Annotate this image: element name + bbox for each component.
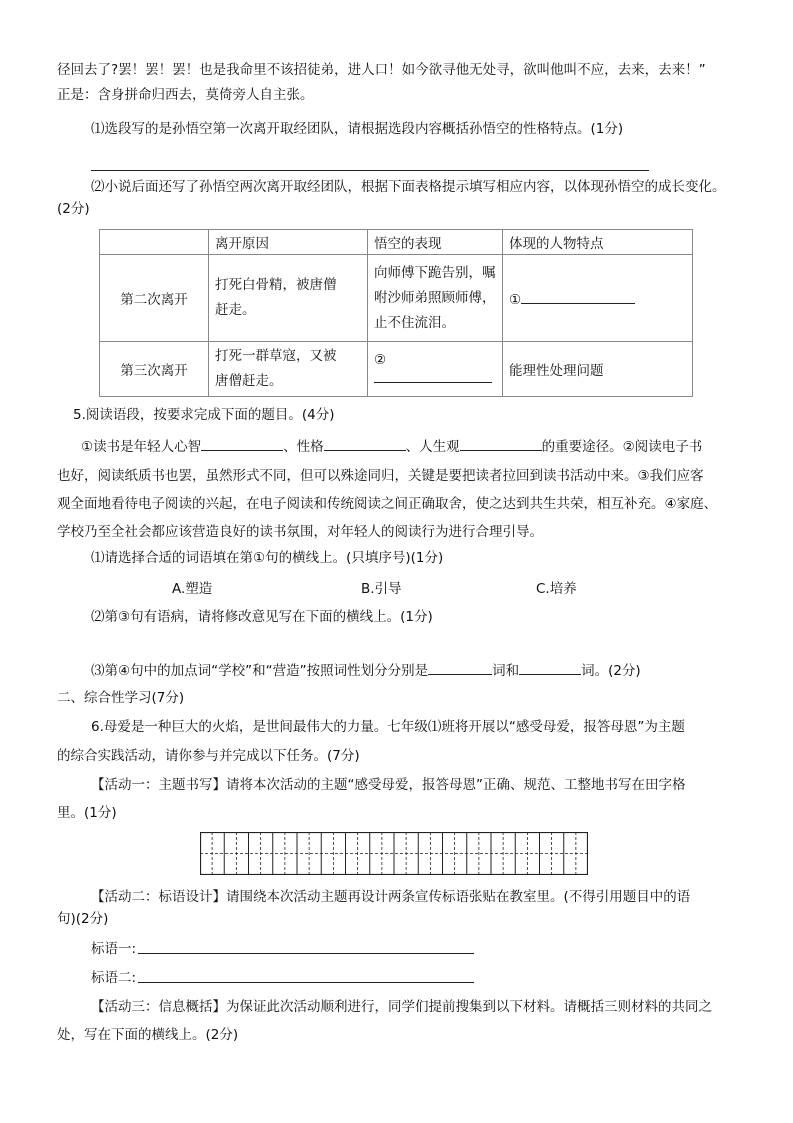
activity-3-line-1: 【活动三：信息概括】为保证此次活动顺利进行，同学们提前搜集到以下材料。请概括三则材料的共同之 bbox=[91, 999, 712, 1015]
fill-blank-2[interactable] bbox=[324, 436, 406, 451]
leave-reason: 打死一群草寇，又被唐僧赶走。 bbox=[215, 348, 337, 389]
leave-reason: 打死白骨精，被唐僧赶走。 bbox=[215, 277, 337, 318]
character-trait: 能理性处理问题 bbox=[503, 342, 693, 397]
table-row bbox=[100, 342, 693, 397]
q5-text: 的重要途径。②阅读电子书 bbox=[541, 439, 703, 455]
q5-paragraph-line-2: 也好，阅读纸质书也罢，虽然形式不同，但可以殊途同归，关键是要把读者拉回到读书活动中来。③我们应客 bbox=[57, 468, 704, 484]
wukong-behavior: 向师傅下跪告别，嘱咐沙师弟照顾师傅，止不住流泪。 bbox=[374, 264, 496, 331]
q5-sub2: ⑵第③句有语病，请将修改意见写在下面的横线上。(1分) bbox=[91, 609, 433, 625]
q5-text: ①读书是年轻人心智 bbox=[81, 439, 202, 455]
slogan-1-label: 标语一: bbox=[91, 941, 137, 957]
q5-text: 、性格 bbox=[283, 439, 324, 455]
table-header-cell: 离开原因 bbox=[209, 230, 368, 255]
tian-zi-grid[interactable] bbox=[200, 832, 588, 875]
activity-1-line-1: 【活动一：主题书写】请将本次活动的主题“感受母爱，报答母恩”正确、规范、工整地书写在田字格 bbox=[91, 777, 686, 793]
passage-line-1: 径回去了?罢！罢！罢！也是我命里不该招徒弟，进人口！如今欲寻他无处寻，欲叫他叫不应，去来，去来！” bbox=[57, 62, 706, 78]
q5-paragraph-line-3: 观全面地看待电子阅读的兴起，在电子阅读和传统阅读之间正确取舍，使之达到共生共荣，相互补充。④家庭、 bbox=[57, 496, 718, 512]
table-row bbox=[100, 255, 693, 342]
option-a: A.塑造 bbox=[172, 581, 213, 597]
q5-title: 5.阅读语段，按要求完成下面的题目。(4分) bbox=[73, 407, 335, 423]
fill-blank-3[interactable] bbox=[460, 436, 542, 451]
q5-sub1: ⑴请选择合适的词语填在第①句的横线上。(只填序号)(1分) bbox=[91, 550, 444, 566]
fill-blank-1[interactable] bbox=[201, 436, 283, 451]
option-b: B.引导 bbox=[361, 581, 402, 597]
q5-sub3-text: 词。(2分) bbox=[581, 663, 641, 679]
q4-sub2-line-1: ⑵小说后面还写了孙悟空两次离开取经团队，根据下面表格提示填写相应内容，以体现孙悟空的成长变化。 bbox=[91, 179, 726, 195]
section-2-title: 二、综合性学习(7分) bbox=[57, 690, 185, 706]
answer-marker: ② bbox=[374, 351, 387, 368]
q4-sub2-line-2: (2分) bbox=[57, 201, 90, 217]
q5-sub3-text: 词和 bbox=[492, 663, 520, 679]
activity-1-line-2: 里。(1分) bbox=[57, 805, 117, 821]
row-label: 第三次离开 bbox=[100, 342, 209, 397]
q5-paragraph-line-4: 学校乃至全社会都应该营造良好的读书氛围，对年轻人的阅读行为进行合理引导。 bbox=[57, 524, 543, 540]
word-class-blank-1[interactable] bbox=[428, 660, 492, 675]
table-header-cell: 体现的人物特点 bbox=[503, 230, 693, 255]
behavior-answer-blank[interactable] bbox=[374, 368, 492, 383]
option-c: C.培养 bbox=[536, 581, 577, 597]
q5-sub3-text: ⑶第④句中的加点词“学校”和“营造”按照词性划分分别是 bbox=[91, 663, 429, 679]
table-header-row bbox=[100, 230, 693, 255]
slogan-1-answer-line[interactable] bbox=[138, 953, 474, 954]
answer-marker: ① bbox=[509, 291, 522, 308]
activity-3-line-2: 处，写在下面的横线上。(2分) bbox=[57, 1027, 239, 1043]
table-header-cell: 悟空的表现 bbox=[368, 230, 503, 255]
row-label: 第二次离开 bbox=[100, 255, 209, 342]
q4-sub1-answer-line[interactable] bbox=[91, 170, 649, 171]
table-header-cell bbox=[100, 230, 209, 255]
slogan-2-answer-line[interactable] bbox=[138, 982, 474, 983]
activity-2-line-1: 【活动二：标语设计】请围绕本次活动主题再设计两条宣传标语张贴在教室里。(不得引用题目中的语 bbox=[91, 889, 691, 905]
q4-sub1: ⑴选段写的是孙悟空第一次离开取经团队，请根据选段内容概括孙悟空的性格特点。(1分) bbox=[91, 121, 624, 137]
q5-sub3 bbox=[91, 660, 641, 681]
growth-table bbox=[99, 229, 693, 397]
word-class-blank-2[interactable] bbox=[519, 660, 581, 675]
q5-text: 、人生观 bbox=[405, 439, 460, 455]
q5-paragraph-line-1 bbox=[81, 436, 702, 457]
activity-2-line-2: 句)(2分) bbox=[57, 911, 109, 927]
passage-line-2: 正是：含身拼命归西去，莫倚旁人自主张。 bbox=[57, 87, 314, 103]
trait-answer-blank[interactable] bbox=[521, 289, 635, 304]
q6-line-2: 的综合实践活动，请你参与并完成以下任务。(7分) bbox=[57, 748, 360, 764]
q6-line-1: 6.母爱是一种巨大的火焰，是世间最伟大的力量。七年级⑴班将开展以“感受母爱，报答母恩”为主题 bbox=[91, 719, 685, 735]
slogan-2-label: 标语二: bbox=[91, 970, 137, 986]
